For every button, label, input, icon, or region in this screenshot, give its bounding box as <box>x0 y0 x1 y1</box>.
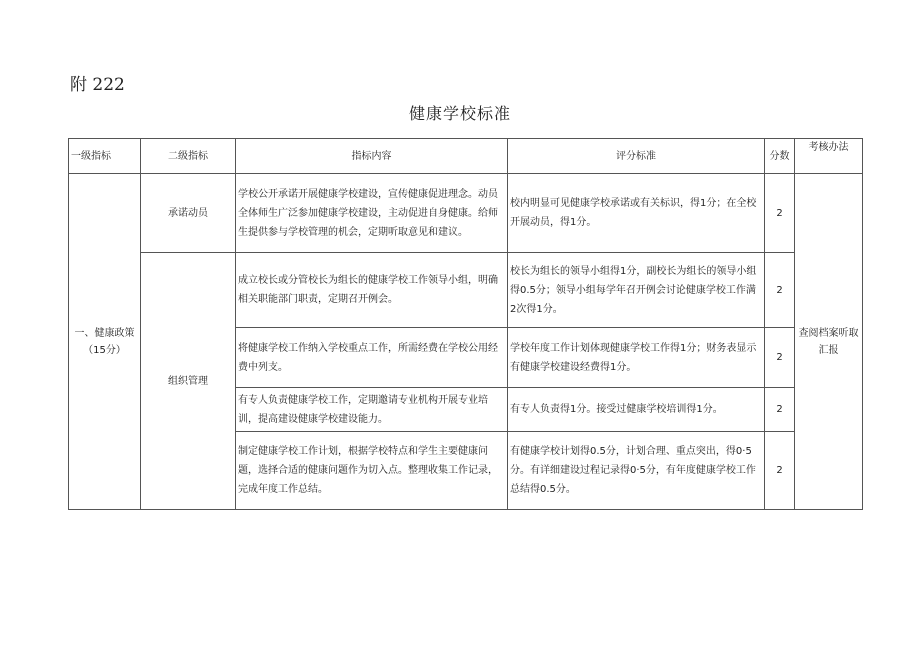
header-content: 指标内容 <box>236 139 508 174</box>
score-cell: 2 <box>765 253 795 328</box>
level1-cell <box>69 174 141 510</box>
content-cell: 将健康学校工作纳入学校重点工作，所需经费在学校公用经费中列支。 <box>236 328 508 388</box>
table-header-row <box>69 139 863 174</box>
criteria-cell: 有专人负责得1分。接受过健康学校培训得1分。 <box>508 388 765 432</box>
header-criteria: 评分标准 <box>508 139 765 174</box>
document-title: 健康学校标准 <box>408 104 511 123</box>
criteria-cell: 学校年度工作计划体现健康学校工作得1分；财务表显示有健康学校建设经费得1分。 <box>508 328 765 388</box>
score-cell: 2 <box>765 388 795 432</box>
header-level1: 一级指标 <box>69 139 141 174</box>
annex-number: 附 222 <box>70 75 125 95</box>
content-cell: 学校公开承诺开展健康学校建设，宣传健康促进理念。动员全体师生广泛参加健康学校建设，主动促进自身健康。给师生提供参与学校管理的机会，定期听取意见和建议。 <box>236 174 508 253</box>
header-level2: 二级指标 <box>141 139 236 174</box>
content-cell: 有专人负责健康学校工作，定期邀请专业机构开展专业培训，提高建设健康学校建设能力。 <box>236 388 508 432</box>
standards-table <box>68 138 863 510</box>
level2-cell: 组织管理 <box>141 253 236 510</box>
table-row <box>69 174 863 253</box>
criteria-cell: 校长为组长的领导小组得1分，副校长为组长的领导小组得0.5分；领导小组每学年召开例会讨论健康学校工作满2次得1分。 <box>508 253 765 328</box>
content-cell: 制定健康学校工作计划，根据学校特点和学生主要健康问题，选择合适的健康问题作为切入点。整理收集工作记录，完成年度工作总结。 <box>236 432 508 510</box>
content-cell: 成立校长或分管校长为组长的健康学校工作领导小组，明确相关职能部门职责，定期召开例会。 <box>236 253 508 328</box>
score-cell: 2 <box>765 174 795 253</box>
method-cell: 查阅档案听取汇报 <box>795 174 863 510</box>
score-cell: 2 <box>765 328 795 388</box>
level1-name: 一、健康政策 <box>74 327 135 339</box>
header-score: 分数 <box>765 139 795 174</box>
score-cell: 2 <box>765 432 795 510</box>
criteria-cell: 有健康学校计划得0.5分，计划合理、重点突出，得0·5分。有详细建设过程记录得0·5分，有年度健康学校工作总结得0.5分。 <box>508 432 765 510</box>
header-method: 考核办法 <box>795 139 863 174</box>
criteria-cell: 校内明显可见健康学校承诺或有关标识，得1分；在全校开展动员，得1分。 <box>508 174 765 253</box>
level2-cell: 承诺动员 <box>141 174 236 253</box>
table-row <box>69 253 863 328</box>
level1-points: （15分） <box>83 344 126 356</box>
